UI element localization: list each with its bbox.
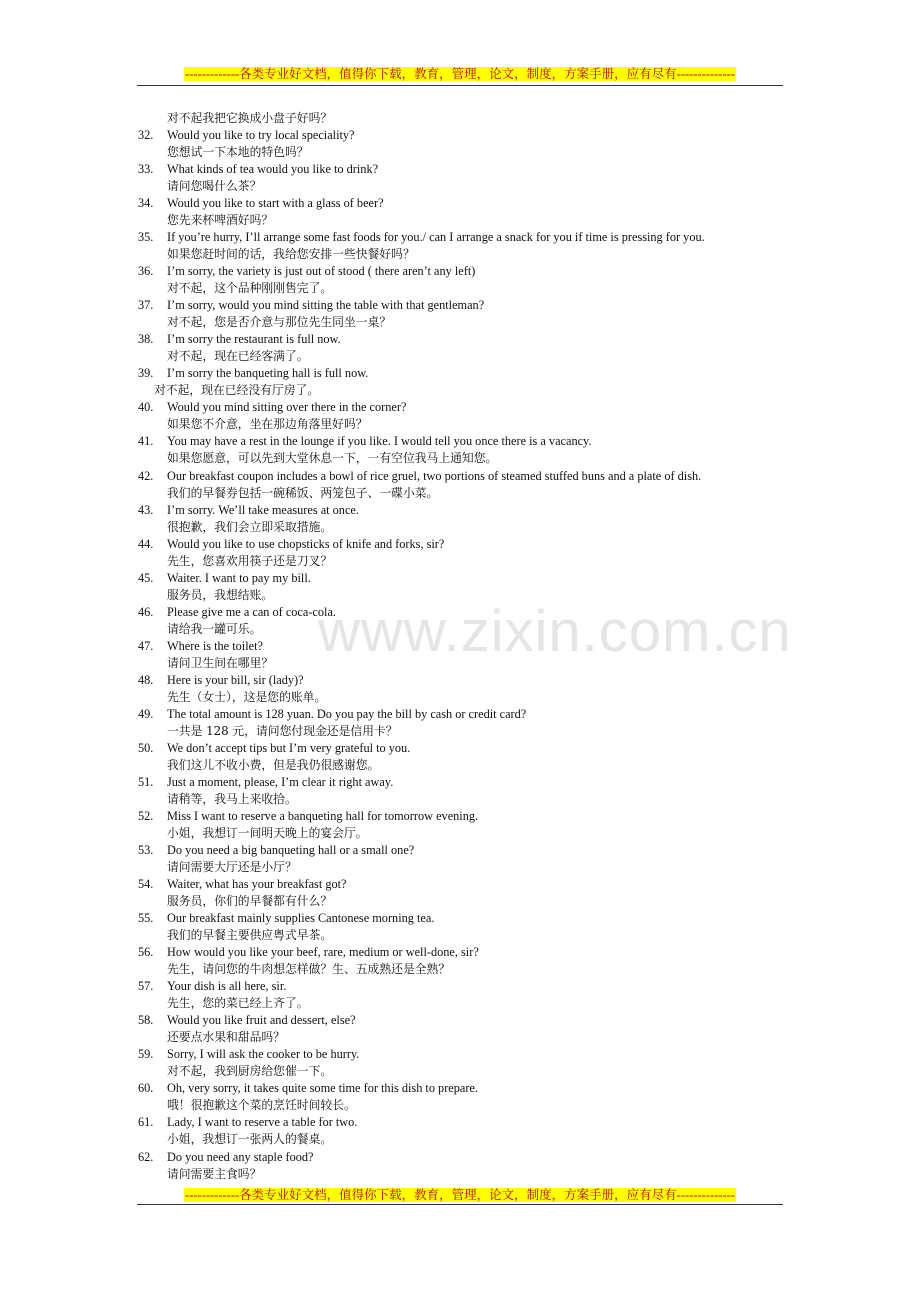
item-number: 39. <box>138 366 154 381</box>
item-number: 47. <box>138 638 154 653</box>
item-number: 51. <box>138 774 154 789</box>
item-english: Miss I want to reserve a banqueting hall for tomorrow evening. <box>167 809 479 823</box>
item-chinese: 如果您赶时间的话，我给您安排一些快餐好吗？ <box>167 247 415 262</box>
item-chinese: 请给我一罐可乐。 <box>167 621 262 636</box>
item-chinese: 先生，您的菜已经上齐了。 <box>167 996 309 1011</box>
item-number: 52. <box>138 809 154 823</box>
item-english: Sorry, I will ask the cooker to be hurry. <box>167 1047 360 1062</box>
item-english: Just a moment, please, I’m clear it right away. <box>167 774 394 789</box>
item-english: Our breakfast mainly supplies Cantonese morning tea. <box>167 911 435 926</box>
item-number: 32. <box>138 128 154 142</box>
item-english: Lady, I want to reserve a table for two. <box>167 1115 358 1130</box>
footer-rule <box>137 1204 783 1205</box>
item-english: Would you like fruit and dessert, else? <box>167 1013 356 1028</box>
item-chinese: 很抱歉，我们会立即采取措施。 <box>167 519 333 534</box>
item-number: 58. <box>138 1013 154 1028</box>
item-number: 37. <box>138 298 154 313</box>
item-number: 48. <box>138 672 154 687</box>
item-number: 60. <box>138 1081 154 1096</box>
item-number: 59. <box>138 1047 154 1062</box>
item-number: 54. <box>138 877 154 892</box>
item-chinese: 我们的早餐主要供应粤式早茶。 <box>167 928 333 943</box>
item-number: 46. <box>138 604 154 619</box>
item-english: How would you like your beef, rare, medium or well-done, sir? <box>167 945 479 960</box>
item-chinese: 一共是 128 元，请问您付现金还是信用卡？ <box>167 723 398 738</box>
footer-banner <box>0 1185 920 1204</box>
item-number: 61. <box>138 1115 154 1130</box>
item-english: Your dish is all here, sir. <box>167 979 287 994</box>
item-chinese: 请问卫生间在哪里？ <box>167 655 274 670</box>
item-number: 57. <box>138 979 154 994</box>
item-number: 34. <box>138 196 154 211</box>
item-english: You may have a rest in the lounge if you like. I would tell you once there is a vacancy. <box>167 434 592 449</box>
item-number: 36. <box>138 264 154 279</box>
item-english: I’m sorry the restaurant is full now. <box>167 332 341 347</box>
item-english: Waiter. I want to pay my bill. <box>167 570 311 585</box>
item-number: 53. <box>138 843 154 858</box>
item-number: 45. <box>138 570 154 585</box>
item-number: 50. <box>138 740 154 755</box>
item-english: I’m sorry, the variety is just out of stood ( there aren’t any left) <box>167 264 476 279</box>
header-banner <box>0 64 920 83</box>
item-english: Would you like to try local speciality? <box>167 128 355 142</box>
item-chinese: 对不起，现在已经没有厅房了。 <box>154 383 320 398</box>
item-chinese: 如果您不介意，坐在那边角落里好吗？ <box>167 417 368 432</box>
item-english: I’m sorry. We’ll take measures at once. <box>167 502 359 517</box>
item-chinese: 先生，您喜欢用筷子还是刀叉？ <box>167 553 333 568</box>
item-chinese: 对不起，我到厨房给您催一下。 <box>167 1064 333 1079</box>
item-number: 38. <box>138 332 154 347</box>
item-english: Do you need any staple food? <box>167 1149 314 1164</box>
item-chinese: 服务员，你们的早餐都有什么？ <box>167 894 333 909</box>
item-number: 42. <box>138 468 154 483</box>
item-english: Would you like to start with a glass of beer? <box>167 196 384 211</box>
item-english: Waiter, what has your breakfast got? <box>167 877 347 892</box>
item-chinese: 哦！很抱歉这个菜的烹饪时间较长。 <box>167 1098 356 1113</box>
item-english: Where is the toilet? <box>167 638 263 653</box>
item-chinese: 请稍等，我马上来收拾。 <box>167 791 297 806</box>
item-chinese: 您先来杯啤酒好吗？ <box>167 213 274 228</box>
item-english: Please give me a can of coca-cola. <box>167 604 336 619</box>
item-chinese: 还要点水果和甜品吗？ <box>167 1030 285 1045</box>
item-number: 35. <box>138 230 154 245</box>
item-chinese: 我们这儿不收小费，但是我仍很感谢您。 <box>167 757 380 772</box>
item-english: I’m sorry, would you mind sitting the table with that gentleman? <box>167 298 485 313</box>
item-english: Would you mind sitting over there in the corner? <box>167 400 407 415</box>
item-number: 44. <box>138 536 154 551</box>
item-chinese: 对不起，您是否介意与那位先生同坐一桌？ <box>167 315 392 330</box>
item-english: Would you like to use chopsticks of knife and forks, sir? <box>167 536 445 551</box>
item-number: 62. <box>138 1149 154 1164</box>
item-english: I’m sorry the banqueting hall is full now. <box>167 366 369 381</box>
item-chinese: 请问需要大厅还是小厅？ <box>167 860 297 875</box>
item-number: 43. <box>138 502 154 517</box>
item-number: 33. <box>138 162 154 177</box>
item-chinese: 对不起，这个品种刚刚售完了。 <box>167 281 333 296</box>
item-english: Do you need a big banqueting hall or a small one? <box>167 843 415 858</box>
watermark: www.zixin.com.cn <box>318 599 792 664</box>
item-chinese: 请问您喝什么茶？ <box>167 179 262 194</box>
intro-line: 对不起我把它换成小盘子好吗？ <box>167 111 333 125</box>
item-english: What kinds of tea would you like to drink? <box>167 162 379 177</box>
item-number: 55. <box>138 911 154 926</box>
item-chinese: 如果您愿意，可以先到大堂休息一下，一有空位我马上通知您。 <box>167 451 498 466</box>
item-english: Our breakfast coupon includes a bowl of rice gruel, two portions of steamed stuffed buns and a plate of dish. <box>167 468 702 483</box>
item-chinese: 先生（女士），这是您的账单。 <box>167 689 327 704</box>
item-number: 56. <box>138 945 154 960</box>
item-chinese: 您想试一下本地的特色吗？ <box>167 145 309 159</box>
item-english: We don’t accept tips but I’m very grateful to you. <box>167 740 411 755</box>
item-english: The total amount is 128 yuan. Do you pay the bill by cash or credit card? <box>167 706 527 721</box>
item-chinese: 服务员，我想结账。 <box>167 587 274 602</box>
item-chinese: 小姐，我想订一间明天晚上的宴会厅。 <box>167 826 368 840</box>
footer-banner-text: -------------各类专业好文档，值得你下载，教育，管理，论文，制度，方案手册，应有尽有-------------- <box>185 1188 735 1202</box>
item-chinese: 先生，请问您的牛肉想怎样做？生、五成熟还是全熟？ <box>167 962 451 977</box>
item-number: 41. <box>138 434 154 449</box>
item-chinese: 小姐，我想订一张两人的餐桌。 <box>167 1132 333 1147</box>
item-number: 40. <box>138 400 154 415</box>
header-rule <box>137 85 783 86</box>
item-english: If you’re hurry, I’ll arrange some fast foods for you./ can I arrange a snack for you if time is pressing for you. <box>167 230 705 245</box>
item-english: Oh, very sorry, it takes quite some time for this dish to prepare. <box>167 1081 478 1096</box>
header-banner-text: -------------各类专业好文档，值得你下载，教育，管理，论文，制度，方案手册，应有尽有-------------- <box>185 67 735 81</box>
item-chinese: 我们的早餐券包括一碗稀饭、两笼包子、一碟小菜。 <box>167 485 439 500</box>
item-number: 49. <box>138 706 154 721</box>
item-chinese: 请问需要主食吗？ <box>167 1166 262 1181</box>
item-english: Here is your bill, sir (lady)? <box>167 672 304 687</box>
item-chinese: 对不起，现在已经客满了。 <box>167 349 309 364</box>
